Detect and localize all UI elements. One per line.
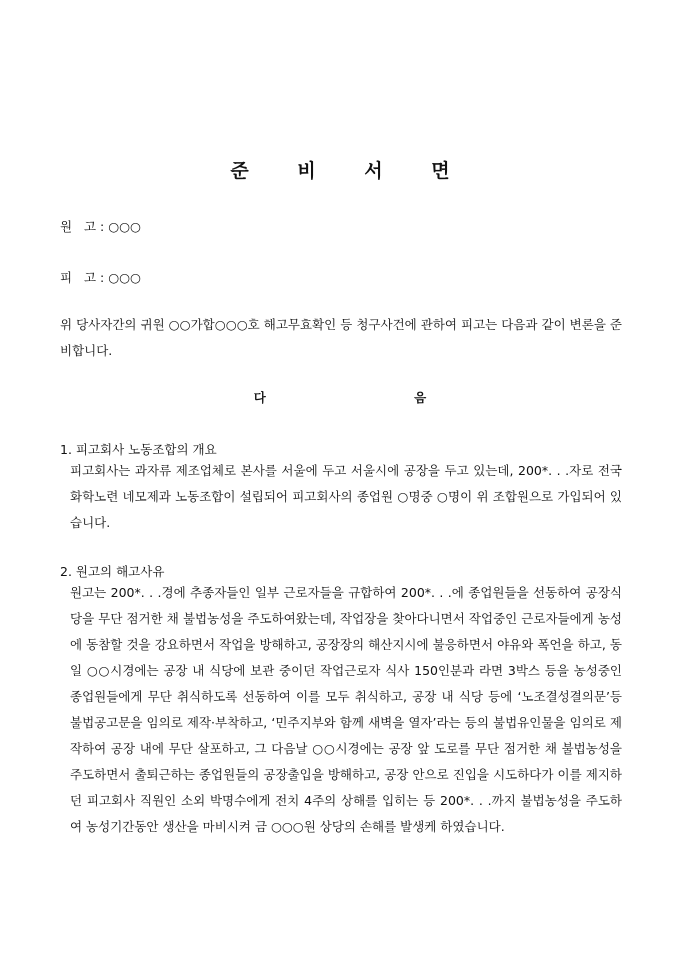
defendant-line: 피 고 : ○○○ bbox=[60, 270, 141, 285]
intro-paragraph: 위 당사자간의 귀원 ○○가합○○○호 해고무효확인 등 청구사건에 관하여 피고는 다음과 같이 변론을 준비합니다. bbox=[60, 317, 622, 358]
section-2-heading: 2. 원고의 해고사유 bbox=[60, 564, 165, 579]
document-title: 준 비 서 면 bbox=[230, 160, 471, 182]
section-2-body: 원고는 200*. . .경에 추종자들인 일부 근로자들을 규합하여 200*. . .에 종업원들을 선동하여 공장식당을 무단 점거한 채 불법농성을 주도하여왔는데, 작업장을 찾아다니면서 작업중인 근로자들에게 농성에 동참할 것을 강요하면서 작업을 방해하고, 공장장의 해산지시에 불응하면서 야유와 폭언을 하고, 동일 ○○시경에는 공장 내 식당에 보관 중이던 작업근로자 식사 150인분과 라면 3박스 등을 농성중인 종업원들에게 무단 취식하도록 선동하여 이를 모두 취식하고, 공장 내 식당 등에 ‘노조결성결의문’등 불법공고문을 임의로 제작·부착하고, ‘민주지부와 함께 새벽을 열자’라는 등의 불법유인물을 임의로 제작하여 공장 내에 무단 살포하고, 그 다음날 ○○시경에는 공장 앞 도로를 무단 점거한 채 불법농성을 주도하면서 출퇴근하는 종업원들의 공장출입을 방해하고, 공장 안으로 진입을 시도하다가 이를 제지하던 피고회사 직원인 소외 박명수에게 전치 4주의 상해를 입히는 등 200*. . .까지 불법농성을 주도하여 농성기간동안 생산을 마비시켜 금 ○○○원 상당의 손해를 발생케 하였습니다. bbox=[70, 585, 622, 834]
section-1-heading: 1. 피고회사 노동조합의 개요 bbox=[60, 442, 217, 457]
plaintiff-line: 원 고 : ○○○ bbox=[60, 219, 141, 234]
section-1-body: 피고회사는 과자류 제조업체로 본사를 서울에 두고 서울시에 공장을 두고 있는데, 200*. . .자로 전국화학노련 네모제과 노동조합이 설립되어 피고회사의 종업원 ○명중 ○명이 위 조합원으로 가입되어 있습니다. bbox=[70, 463, 622, 530]
section-heading-da-eum: 다 음 bbox=[253, 390, 499, 405]
